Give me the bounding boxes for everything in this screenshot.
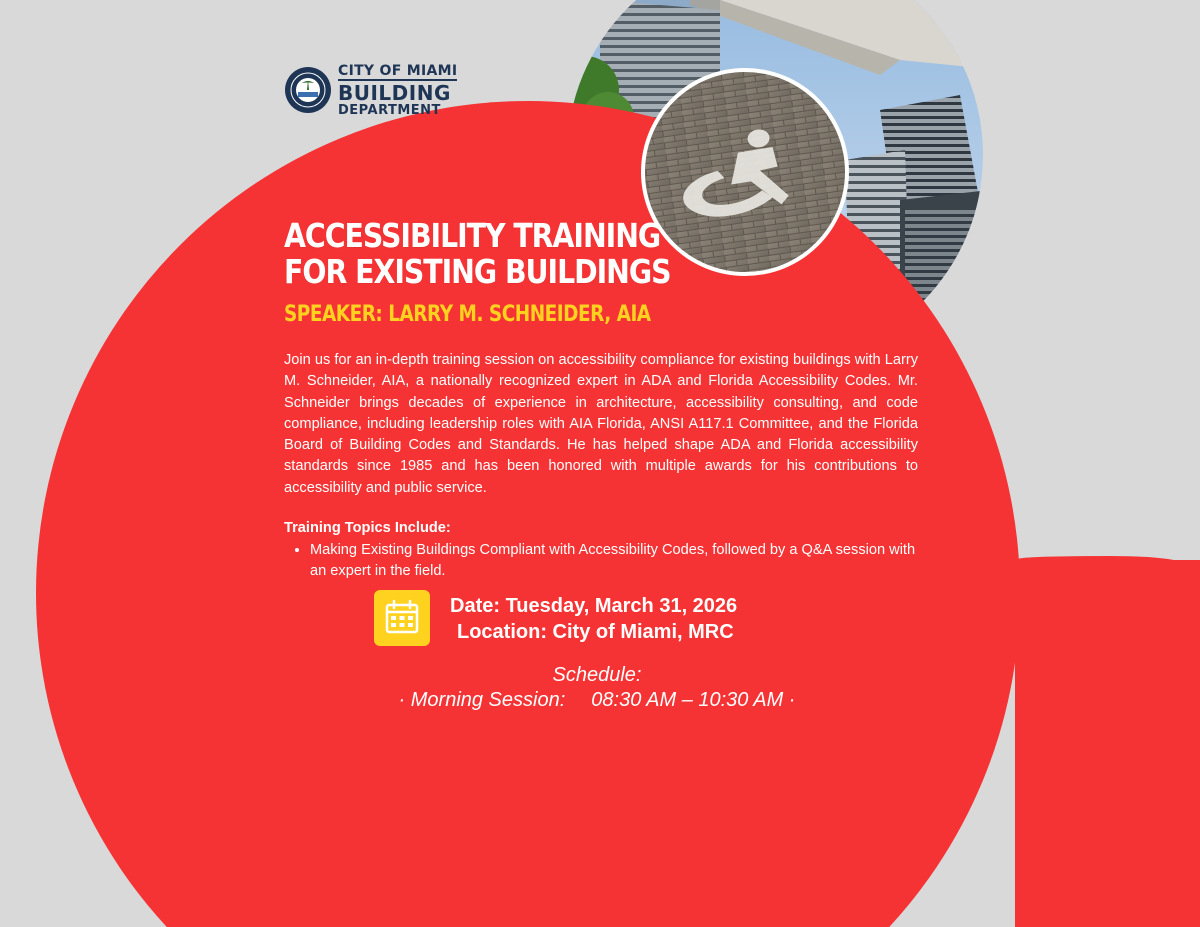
event-title xyxy=(284,218,671,290)
event-title-line-1: ACCESSIBILITY TRAINING xyxy=(284,216,661,255)
event-date: Date: Tuesday, March 31, 2026 xyxy=(450,595,738,617)
session-name: · Morning Session: xyxy=(398,689,566,711)
event-description: Join us for an in-depth training session on accessibility compliance for existing buildings with Larry M. Schneider, AIA, a nationally recognized expert in ADA and Florida Accessibility Codes. Mr. Schneider brings decades of experience in architecture, accessibility consulting, and code compliance, including leadership roles with AIA Florida, ANSI A117.1 Committee, and the Florida Board of Building Codes and Standards. He has helped shape ADA and Florida accessibility standards since 1985 and has been honored with multiple awards for his contributions to accessibility and public service. xyxy=(284,352,918,496)
logo-line-building: BUILDING xyxy=(338,81,451,105)
city-seal-icon xyxy=(284,66,332,114)
logo-line-department: DEPARTMENT xyxy=(338,103,441,118)
logo-line-city: CITY OF MIAMI xyxy=(338,63,458,79)
speaker-heading: SPEAKER: LARRY M. SCHNEIDER, AIA xyxy=(284,302,651,327)
schedule-morning-session xyxy=(300,689,894,712)
logo-wordmark xyxy=(338,64,457,117)
topic-item: • Making Existing Buildings Compliant with Accessibility Codes, followed by a Q&A session with an expert in the field. xyxy=(310,540,918,583)
calendar-icon xyxy=(374,590,430,646)
schedule-label: Schedule: xyxy=(552,664,642,686)
session-time: 08:30 AM – 10:30 AM · xyxy=(591,689,796,711)
city-of-miami-building-department-logo xyxy=(284,64,484,116)
topics-heading: Training Topics Include: xyxy=(284,520,451,536)
topics-list xyxy=(290,540,918,583)
event-title-line-2: FOR EXISTING BUILDINGS xyxy=(284,252,671,291)
event-location: Location: City of Miami, MRC xyxy=(457,621,734,643)
